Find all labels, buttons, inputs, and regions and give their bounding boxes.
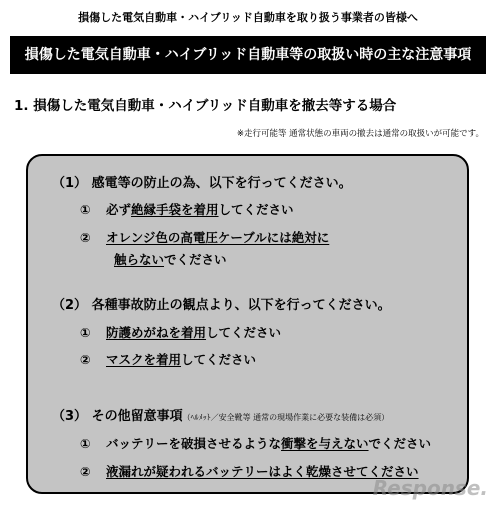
banner-title: 損傷した電気自動車・ハイブリッド自動車等の取扱い時の主な注意事項 xyxy=(10,36,486,74)
group-2-item-1: ① 防護めがねを着用してください xyxy=(80,325,282,340)
group-1-item-2: ② オレンジ色の高電圧ケーブルには絶対に xyxy=(80,230,330,245)
audience-note: 損傷した電気自動車・ハイブリッド自動車を取り扱う事業者の皆様へ xyxy=(78,11,418,24)
group-3-title: （3） その他留意事項（ﾍﾙﾒｯﾄ／安全靴等 通常の現場作業に必要な装備は必須） xyxy=(52,409,390,424)
group-1-item-1: ① 必ず絶縁手袋を着用してください xyxy=(80,202,294,217)
group-2-item-2: ② マスクを着用してください xyxy=(80,352,257,367)
section-heading: 1. 損傷した電気自動車・ハイブリッド自動車を撤去等する場合 xyxy=(14,98,397,114)
group-3-item-1: ① バッテリーを破損させるような衝撃を与えないでください xyxy=(80,436,432,451)
group-3-item-2: ② 液漏れが疑われるバッテリーはよく乾燥させてください xyxy=(80,464,419,479)
group-2-title: （2） 各種事故防止の観点より、以下を行ってください。 xyxy=(52,298,391,313)
group-3-subnote: （ﾍﾙﾒｯﾄ／安全靴等 通常の現場作業に必要な装備は必須） xyxy=(182,413,390,422)
group-1-item-2-cont: 触らないでください xyxy=(114,252,227,267)
caution-panel xyxy=(26,154,469,494)
section-note: ※走行可能等 通常状態の車両の撤去は通常の取扱いが可能です。 xyxy=(236,129,484,139)
watermark-logo: Response. xyxy=(372,476,488,500)
group-1-title: （1） 感電等の防止の為、以下を行ってください。 xyxy=(52,176,352,191)
